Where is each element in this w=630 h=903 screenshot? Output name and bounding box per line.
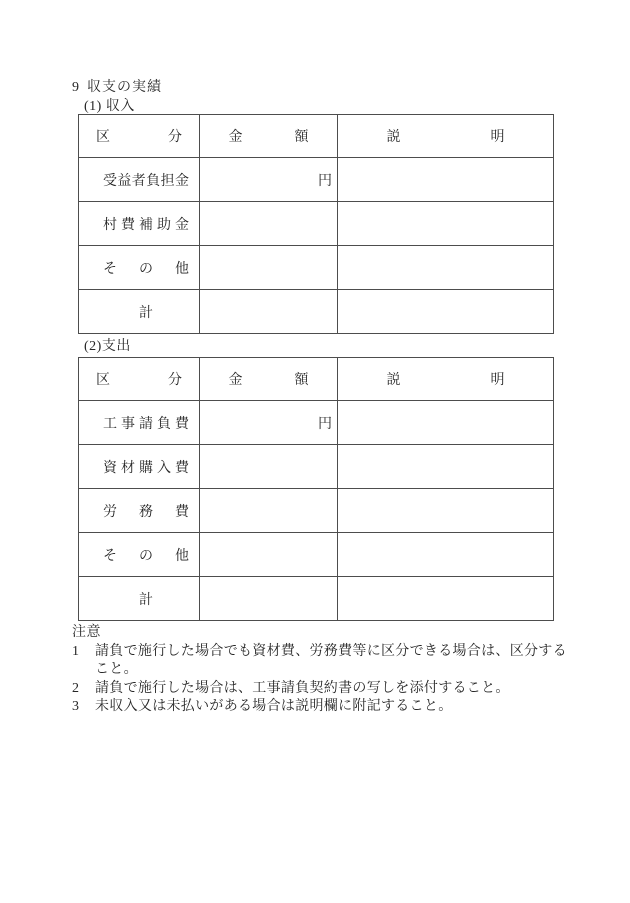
note-number: 2 — [72, 680, 79, 696]
category-cell: 計 — [79, 577, 200, 621]
amount-cell — [200, 577, 338, 621]
notes-section — [72, 624, 572, 717]
description-cell — [338, 202, 554, 246]
income-header-amount: 金 額 — [200, 115, 338, 158]
income-row-total — [79, 290, 554, 334]
expense-row-contract-cost — [79, 401, 554, 445]
category-cell: 受益者負担金 — [79, 158, 200, 202]
description-cell — [338, 445, 554, 489]
expense-header-description: 説 明 — [338, 358, 554, 401]
note-item-1 — [72, 643, 572, 680]
description-cell — [338, 489, 554, 533]
expense-table — [78, 357, 554, 621]
description-cell — [338, 533, 554, 577]
description-cell — [338, 158, 554, 202]
expense-section-label: (2)支出 — [84, 339, 131, 354]
expense-row-other — [79, 533, 554, 577]
category-cell: 労 務 費 — [79, 489, 200, 533]
income-row-beneficiary — [79, 158, 554, 202]
page-title — [72, 80, 162, 95]
category-cell: 資 材 購 入 費 — [79, 445, 200, 489]
description-cell — [338, 246, 554, 290]
note-number: 3 — [72, 699, 79, 715]
note-text: 請負で施行した場合は、工事請負契約書の写しを添付すること。 — [95, 680, 510, 696]
amount-cell — [200, 290, 338, 334]
income-header-category: 区 分 — [79, 115, 200, 158]
section-number: 9 — [72, 80, 79, 95]
description-cell — [338, 401, 554, 445]
expense-row-material-cost — [79, 445, 554, 489]
amount-cell — [200, 445, 338, 489]
income-table — [78, 114, 554, 334]
expense-row-labor-cost — [79, 489, 554, 533]
description-cell — [338, 290, 554, 334]
note-text: 請負で施行した場合でも資材費、労務費等に区分できる場合は、区分すること。 — [95, 643, 567, 678]
notes-title: 注意 — [72, 625, 101, 640]
income-section-label: (1) 収入 — [84, 99, 135, 114]
amount-cell — [200, 202, 338, 246]
category-cell: そ の 他 — [79, 246, 200, 290]
expense-header-amount: 金 額 — [200, 358, 338, 401]
category-cell: そ の 他 — [79, 533, 200, 577]
expense-header-row — [79, 358, 554, 401]
amount-cell — [200, 489, 338, 533]
expense-header-category: 区 分 — [79, 358, 200, 401]
note-number: 1 — [72, 643, 79, 659]
expense-row-total — [79, 577, 554, 621]
note-item-3 — [72, 698, 572, 717]
description-cell — [338, 577, 554, 621]
section-title-text: 収支の実績 — [87, 80, 162, 95]
category-cell: 工 事 請 負 費 — [79, 401, 200, 445]
income-header-row — [79, 115, 554, 158]
amount-cell: 円 — [200, 158, 338, 202]
category-cell: 計 — [79, 290, 200, 334]
category-cell: 村 費 補 助 金 — [79, 202, 200, 246]
amount-cell — [200, 246, 338, 290]
note-text: 未収入又は未払いがある場合は説明欄に附記すること。 — [95, 699, 453, 715]
income-header-description: 説 明 — [338, 115, 554, 158]
amount-cell: 円 — [200, 401, 338, 445]
income-row-village-subsidy — [79, 202, 554, 246]
amount-cell — [200, 533, 338, 577]
income-row-other — [79, 246, 554, 290]
note-item-2 — [72, 680, 572, 699]
